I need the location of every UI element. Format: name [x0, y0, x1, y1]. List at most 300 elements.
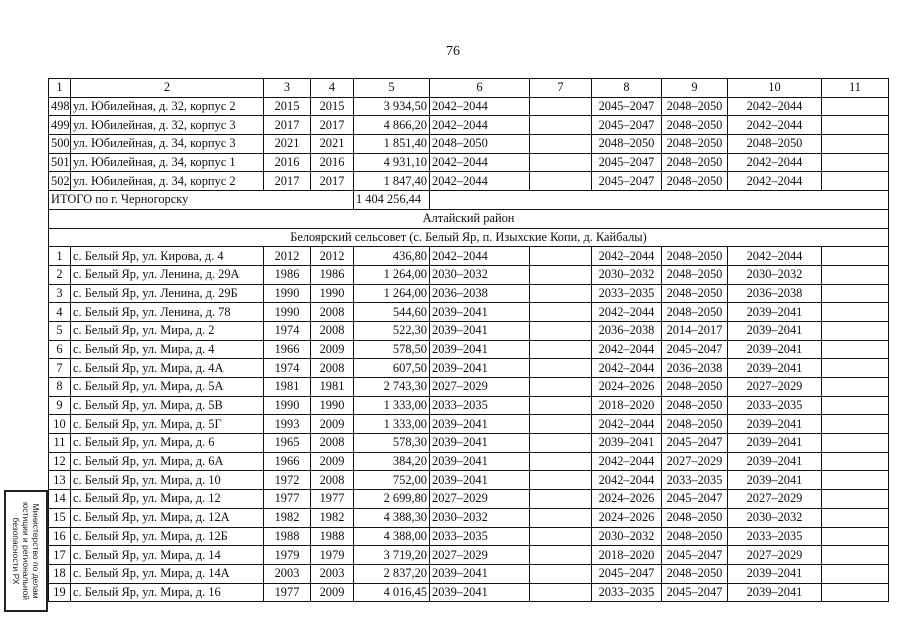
table-row — [49, 490, 889, 509]
empty-cell — [530, 340, 592, 359]
address-cell: с. Белый Яр, ул. Мира, д. 4 — [71, 340, 264, 359]
table-header-row — [49, 79, 889, 98]
empty-cell — [530, 172, 592, 191]
period-cell: 2039–2041 — [430, 452, 530, 471]
address-cell: с. Белый Яр, ул. Мира, д. 12Б — [71, 527, 264, 546]
column-header: 5 — [354, 79, 430, 98]
area-cell: 384,20 — [354, 452, 430, 471]
empty-cell — [822, 135, 889, 154]
row-number: 16 — [49, 527, 71, 546]
empty-cell — [822, 564, 889, 583]
period-cell: 2048–2050 — [662, 247, 728, 266]
table-row — [49, 321, 889, 340]
row-number: 14 — [49, 490, 71, 509]
empty-cell — [822, 396, 889, 415]
table-row — [49, 247, 889, 266]
year-cell: 2009 — [311, 340, 354, 359]
area-cell: 4 016,45 — [354, 583, 430, 602]
year-cell: 2003 — [264, 564, 311, 583]
year-cell: 2021 — [311, 135, 354, 154]
period-cell: 2045–2047 — [662, 583, 728, 602]
year-cell: 1982 — [311, 508, 354, 527]
period-cell: 2027–2029 — [430, 546, 530, 565]
column-header: 10 — [728, 79, 822, 98]
address-cell: с. Белый Яр, ул. Мира, д. 16 — [71, 583, 264, 602]
year-cell: 1974 — [264, 359, 311, 378]
period-cell: 2045–2047 — [592, 97, 662, 116]
period-cell: 2039–2041 — [728, 471, 822, 490]
period-cell: 2027–2029 — [728, 546, 822, 565]
area-cell: 1 333,00 — [354, 396, 430, 415]
period-cell: 2048–2050 — [662, 396, 728, 415]
year-cell: 2015 — [264, 97, 311, 116]
period-cell: 2039–2041 — [728, 415, 822, 434]
empty-cell — [530, 284, 592, 303]
year-cell: 2008 — [311, 471, 354, 490]
period-cell: 2030–2032 — [430, 508, 530, 527]
area-cell: 544,60 — [354, 303, 430, 322]
period-cell: 2039–2041 — [728, 434, 822, 453]
area-cell: 436,80 — [354, 247, 430, 266]
empty-cell — [530, 546, 592, 565]
year-cell: 2008 — [311, 303, 354, 322]
area-cell: 1 333,00 — [354, 415, 430, 434]
period-cell: 2042–2044 — [592, 359, 662, 378]
row-number: 18 — [49, 564, 71, 583]
area-cell: 2 699,80 — [354, 490, 430, 509]
district-row — [49, 209, 889, 228]
empty-cell — [822, 471, 889, 490]
empty-cell — [822, 265, 889, 284]
period-cell: 2045–2047 — [662, 546, 728, 565]
address-cell: ул. Юбилейная, д. 32, корпус 3 — [71, 116, 264, 135]
column-header: 9 — [662, 79, 728, 98]
period-cell: 2033–2035 — [662, 471, 728, 490]
empty-cell — [530, 490, 592, 509]
period-cell: 2045–2047 — [662, 340, 728, 359]
year-cell: 1986 — [264, 265, 311, 284]
year-cell: 1977 — [264, 490, 311, 509]
period-cell: 2048–2050 — [662, 265, 728, 284]
page-number: 76 — [446, 44, 460, 59]
column-header: 1 — [49, 79, 71, 98]
area-cell: 578,50 — [354, 340, 430, 359]
table-row — [49, 508, 889, 527]
table-row — [49, 172, 889, 191]
year-cell: 2009 — [311, 583, 354, 602]
period-cell: 2045–2047 — [592, 172, 662, 191]
column-header: 8 — [592, 79, 662, 98]
empty-cell — [530, 583, 592, 602]
period-cell: 2045–2047 — [592, 564, 662, 583]
period-cell: 2027–2029 — [430, 490, 530, 509]
year-cell: 1990 — [311, 284, 354, 303]
empty-cell — [530, 527, 592, 546]
year-cell: 1981 — [311, 378, 354, 397]
address-cell: с. Белый Яр, ул. Ленина, д. 29Б — [71, 284, 264, 303]
table-row — [49, 378, 889, 397]
table-row — [49, 471, 889, 490]
period-cell: 2027–2029 — [430, 378, 530, 397]
total-row — [49, 191, 889, 210]
period-cell: 2042–2044 — [592, 452, 662, 471]
empty-cell — [530, 434, 592, 453]
area-cell: 3 934,50 — [354, 97, 430, 116]
table-row — [49, 135, 889, 154]
area-cell: 1 851,40 — [354, 135, 430, 154]
row-number: 501 — [49, 153, 71, 172]
year-cell: 1979 — [311, 546, 354, 565]
period-cell: 2030–2032 — [592, 527, 662, 546]
period-cell: 2042–2044 — [592, 471, 662, 490]
period-cell: 2018–2020 — [592, 396, 662, 415]
period-cell: 2042–2044 — [592, 415, 662, 434]
period-cell: 2030–2032 — [430, 265, 530, 284]
row-number: 500 — [49, 135, 71, 154]
period-cell: 2039–2041 — [728, 321, 822, 340]
period-cell: 2024–2026 — [592, 490, 662, 509]
area-cell: 4 866,20 — [354, 116, 430, 135]
table-row — [49, 284, 889, 303]
empty-cell — [822, 172, 889, 191]
year-cell: 1982 — [264, 508, 311, 527]
period-cell: 2048–2050 — [430, 135, 530, 154]
year-cell: 1988 — [264, 527, 311, 546]
period-cell: 2027–2029 — [728, 378, 822, 397]
row-number: 19 — [49, 583, 71, 602]
period-cell: 2042–2044 — [728, 247, 822, 266]
period-cell: 2033–2035 — [430, 396, 530, 415]
period-cell: 2042–2044 — [728, 172, 822, 191]
period-cell: 2030–2032 — [728, 265, 822, 284]
column-header: 7 — [530, 79, 592, 98]
year-cell: 2017 — [264, 116, 311, 135]
table-body — [49, 79, 889, 602]
area-cell: 2 837,20 — [354, 564, 430, 583]
period-cell: 2024–2026 — [592, 378, 662, 397]
period-cell: 2039–2041 — [430, 583, 530, 602]
year-cell: 2008 — [311, 359, 354, 378]
period-cell: 2039–2041 — [430, 340, 530, 359]
address-cell: с. Белый Яр, ул. Мира, д. 6 — [71, 434, 264, 453]
period-cell: 2033–2035 — [728, 396, 822, 415]
year-cell: 2008 — [311, 321, 354, 340]
empty-cell — [822, 527, 889, 546]
area-cell: 4 388,30 — [354, 508, 430, 527]
empty-cell — [822, 452, 889, 471]
period-cell: 2030–2032 — [592, 265, 662, 284]
year-cell: 1977 — [311, 490, 354, 509]
area-cell: 1 264,00 — [354, 284, 430, 303]
year-cell: 2012 — [264, 247, 311, 266]
row-number: 17 — [49, 546, 71, 565]
empty-cell — [530, 415, 592, 434]
empty-cell — [822, 490, 889, 509]
stamp-line: Министерство по делам — [31, 503, 41, 599]
table-row — [49, 153, 889, 172]
address-cell: с. Белый Яр, ул. Мира, д. 5В — [71, 396, 264, 415]
period-cell: 2048–2050 — [662, 116, 728, 135]
row-number: 6 — [49, 340, 71, 359]
address-cell: ул. Юбилейная, д. 34, корпус 1 — [71, 153, 264, 172]
period-cell: 2039–2041 — [728, 564, 822, 583]
period-cell: 2045–2047 — [662, 434, 728, 453]
row-number: 8 — [49, 378, 71, 397]
year-cell: 1986 — [311, 265, 354, 284]
period-cell: 2039–2041 — [728, 359, 822, 378]
empty-cell — [530, 378, 592, 397]
year-cell: 1972 — [264, 471, 311, 490]
area-cell: 522,30 — [354, 321, 430, 340]
period-cell: 2039–2041 — [430, 471, 530, 490]
period-cell: 2048–2050 — [662, 172, 728, 191]
year-cell: 2021 — [264, 135, 311, 154]
period-cell: 2042–2044 — [728, 116, 822, 135]
period-cell: 2039–2041 — [430, 321, 530, 340]
period-cell: 2048–2050 — [662, 97, 728, 116]
period-cell: 2033–2035 — [430, 527, 530, 546]
period-cell: 2048–2050 — [662, 153, 728, 172]
empty-cell — [530, 135, 592, 154]
year-cell: 1990 — [311, 396, 354, 415]
empty-cell — [530, 265, 592, 284]
row-number: 4 — [49, 303, 71, 322]
empty-cell — [822, 508, 889, 527]
table-row — [49, 527, 889, 546]
address-cell: с. Белый Яр, ул. Мира, д. 6А — [71, 452, 264, 471]
area-cell: 2 743,30 — [354, 378, 430, 397]
empty-cell — [822, 340, 889, 359]
year-cell: 1990 — [264, 284, 311, 303]
table-row — [49, 546, 889, 565]
row-number: 9 — [49, 396, 71, 415]
period-cell: 2030–2032 — [728, 508, 822, 527]
total-label: ИТОГО по г. Черногорску — [49, 191, 354, 210]
area-cell: 607,50 — [354, 359, 430, 378]
empty-cell — [822, 378, 889, 397]
registration-stamp — [4, 490, 48, 612]
empty-cell — [530, 396, 592, 415]
empty-cell — [530, 97, 592, 116]
address-cell: с. Белый Яр, ул. Мира, д. 12А — [71, 508, 264, 527]
period-cell: 2048–2050 — [662, 415, 728, 434]
year-cell: 1979 — [264, 546, 311, 565]
table-row — [49, 97, 889, 116]
address-cell: с. Белый Яр, ул. Мира, д. 14А — [71, 564, 264, 583]
year-cell: 2016 — [264, 153, 311, 172]
district-heading: Алтайский район — [49, 209, 889, 228]
period-cell: 2014–2017 — [662, 321, 728, 340]
period-cell: 2039–2041 — [430, 415, 530, 434]
empty-cell — [822, 116, 889, 135]
empty-cell — [822, 583, 889, 602]
address-cell: с. Белый Яр, ул. Мира, д. 14 — [71, 546, 264, 565]
period-cell: 2045–2047 — [662, 490, 728, 509]
address-cell: с. Белый Яр, ул. Кирова, д. 4 — [71, 247, 264, 266]
area-cell: 1 264,00 — [354, 265, 430, 284]
year-cell: 1990 — [264, 396, 311, 415]
period-cell: 2033–2035 — [592, 583, 662, 602]
column-header: 2 — [71, 79, 264, 98]
empty-cell — [530, 303, 592, 322]
row-number: 10 — [49, 415, 71, 434]
period-cell: 2045–2047 — [592, 153, 662, 172]
column-header: 6 — [430, 79, 530, 98]
empty-cell — [822, 321, 889, 340]
address-cell: с. Белый Яр, ул. Ленина, д. 78 — [71, 303, 264, 322]
period-cell: 2033–2035 — [592, 284, 662, 303]
period-cell: 2036–2038 — [430, 284, 530, 303]
empty-cell — [530, 564, 592, 583]
column-header: 3 — [264, 79, 311, 98]
period-cell: 2042–2044 — [592, 247, 662, 266]
period-cell: 2048–2050 — [662, 508, 728, 527]
period-cell: 2039–2041 — [430, 303, 530, 322]
table-row — [49, 396, 889, 415]
year-cell: 2016 — [311, 153, 354, 172]
table-row — [49, 452, 889, 471]
empty-cell — [822, 284, 889, 303]
address-cell: с. Белый Яр, ул. Ленина, д. 29А — [71, 265, 264, 284]
year-cell: 1966 — [264, 340, 311, 359]
total-value: 1 404 256,44 — [354, 191, 430, 210]
year-cell: 1965 — [264, 434, 311, 453]
period-cell: 2042–2044 — [592, 303, 662, 322]
table-row — [49, 415, 889, 434]
year-cell: 1966 — [264, 452, 311, 471]
area-cell: 4 931,10 — [354, 153, 430, 172]
period-cell: 2048–2050 — [662, 378, 728, 397]
period-cell: 2039–2041 — [728, 340, 822, 359]
period-cell: 2042–2044 — [430, 97, 530, 116]
table-row — [49, 265, 889, 284]
subdistrict-row — [49, 228, 889, 247]
period-cell: 2039–2041 — [430, 564, 530, 583]
column-header: 11 — [822, 79, 889, 98]
row-number: 3 — [49, 284, 71, 303]
row-number: 11 — [49, 434, 71, 453]
year-cell: 1993 — [264, 415, 311, 434]
period-cell: 2042–2044 — [430, 247, 530, 266]
address-cell: с. Белый Яр, ул. Мира, д. 10 — [71, 471, 264, 490]
subdistrict-heading: Белоярский сельсовет (с. Белый Яр, п. Изыхские Копи, д. Кайбалы) — [49, 228, 889, 247]
period-cell: 2042–2044 — [430, 153, 530, 172]
area-cell: 1 847,40 — [354, 172, 430, 191]
column-header: 4 — [311, 79, 354, 98]
empty-cell — [530, 116, 592, 135]
empty-cell — [530, 359, 592, 378]
period-cell: 2042–2044 — [430, 116, 530, 135]
empty-cell — [530, 508, 592, 527]
period-cell: 2048–2050 — [662, 284, 728, 303]
year-cell: 2017 — [311, 172, 354, 191]
period-cell: 2042–2044 — [728, 153, 822, 172]
empty-cell — [530, 471, 592, 490]
empty-cell — [822, 546, 889, 565]
row-number: 502 — [49, 172, 71, 191]
address-cell: ул. Юбилейная, д. 34, корпус 2 — [71, 172, 264, 191]
period-cell: 2039–2041 — [430, 434, 530, 453]
row-number: 499 — [49, 116, 71, 135]
address-cell: с. Белый Яр, ул. Мира, д. 5Г — [71, 415, 264, 434]
year-cell: 2012 — [311, 247, 354, 266]
empty-cell — [530, 321, 592, 340]
year-cell: 1990 — [264, 303, 311, 322]
period-cell: 2039–2041 — [728, 452, 822, 471]
address-cell: с. Белый Яр, ул. Мира, д. 2 — [71, 321, 264, 340]
year-cell: 2015 — [311, 97, 354, 116]
year-cell: 2009 — [311, 415, 354, 434]
period-cell: 2027–2029 — [662, 452, 728, 471]
empty-cell — [530, 452, 592, 471]
row-number: 15 — [49, 508, 71, 527]
period-cell: 2018–2020 — [592, 546, 662, 565]
empty-cell — [530, 247, 592, 266]
empty-cell — [822, 434, 889, 453]
period-cell: 2036–2038 — [662, 359, 728, 378]
address-cell: ул. Юбилейная, д. 34, корпус 3 — [71, 135, 264, 154]
year-cell: 1981 — [264, 378, 311, 397]
address-cell: с. Белый Яр, ул. Мира, д. 5А — [71, 378, 264, 397]
year-cell: 1974 — [264, 321, 311, 340]
table-row — [49, 564, 889, 583]
period-cell: 2042–2044 — [592, 340, 662, 359]
year-cell: 1977 — [264, 583, 311, 602]
row-number: 1 — [49, 247, 71, 266]
period-cell: 2039–2041 — [430, 359, 530, 378]
period-cell: 2039–2041 — [592, 434, 662, 453]
row-number: 12 — [49, 452, 71, 471]
period-cell: 2048–2050 — [662, 303, 728, 322]
year-cell: 1988 — [311, 527, 354, 546]
year-cell: 2017 — [264, 172, 311, 191]
row-number: 498 — [49, 97, 71, 116]
address-cell: с. Белый Яр, ул. Мира, д. 12 — [71, 490, 264, 509]
empty-cell — [430, 191, 889, 210]
period-cell: 2048–2050 — [592, 135, 662, 154]
period-cell: 2048–2050 — [662, 527, 728, 546]
table-row — [49, 434, 889, 453]
area-cell: 578,30 — [354, 434, 430, 453]
year-cell: 2009 — [311, 452, 354, 471]
area-cell: 752,00 — [354, 471, 430, 490]
address-cell: с. Белый Яр, ул. Мира, д. 4А — [71, 359, 264, 378]
year-cell: 2017 — [311, 116, 354, 135]
period-cell: 2039–2041 — [728, 303, 822, 322]
empty-cell — [822, 303, 889, 322]
area-cell: 3 719,20 — [354, 546, 430, 565]
row-number: 2 — [49, 265, 71, 284]
empty-cell — [822, 153, 889, 172]
row-number: 13 — [49, 471, 71, 490]
empty-cell — [822, 359, 889, 378]
period-cell: 2048–2050 — [728, 135, 822, 154]
stamp-line: безопасности РХ — [11, 517, 21, 585]
period-cell: 2027–2029 — [728, 490, 822, 509]
table-row — [49, 340, 889, 359]
row-number: 5 — [49, 321, 71, 340]
period-cell: 2033–2035 — [728, 527, 822, 546]
period-cell: 2039–2041 — [728, 583, 822, 602]
table-row — [49, 583, 889, 602]
row-number: 7 — [49, 359, 71, 378]
empty-cell — [822, 97, 889, 116]
register-table — [48, 78, 889, 602]
period-cell: 2024–2026 — [592, 508, 662, 527]
year-cell: 2008 — [311, 434, 354, 453]
period-cell: 2036–2038 — [728, 284, 822, 303]
table-row — [49, 116, 889, 135]
